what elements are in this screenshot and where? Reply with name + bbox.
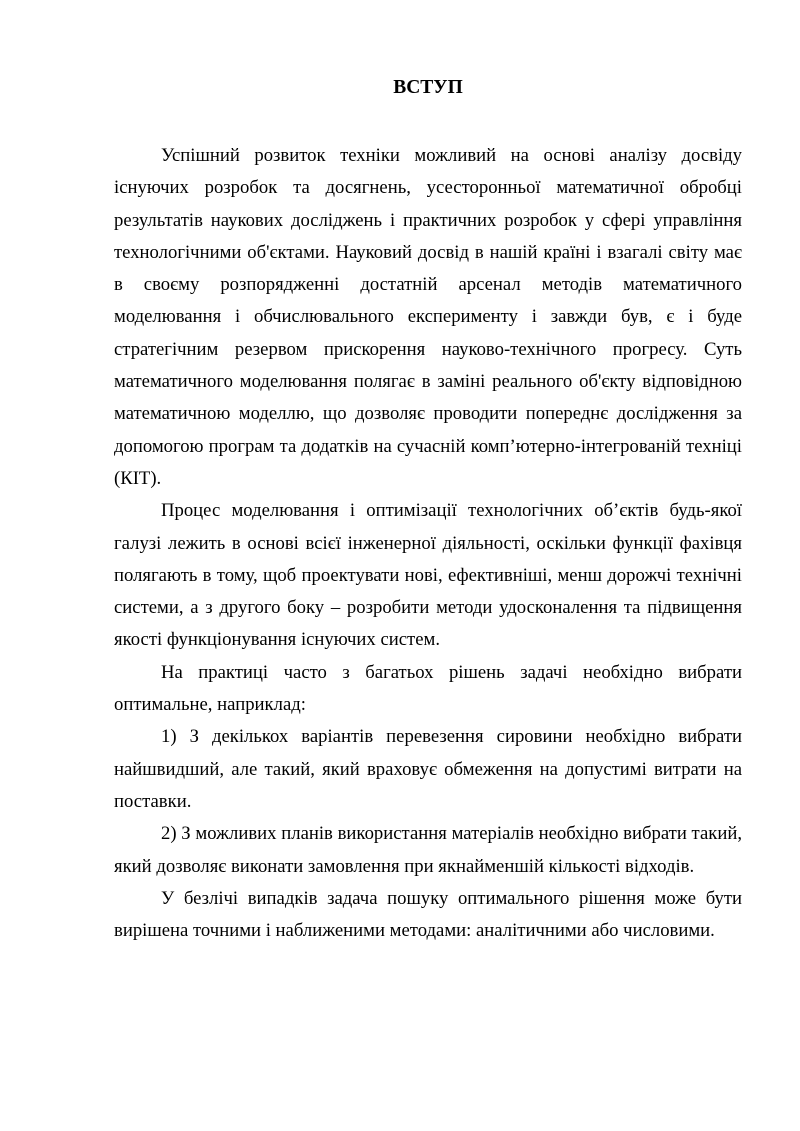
page-title: ВСТУП xyxy=(393,77,463,98)
paragraph-practice: На практиці часто з багатьох рішень задачі необхідно вибрати оптимальне, наприклад: xyxy=(114,661,742,716)
paragraph-conclusion: У безлічі випадків задача пошуку оптимального рішення може бути вирішена точними і наближеними методами: аналітичними або числовими. xyxy=(114,887,742,942)
paragraph-intro: Успішний розвиток техніки можливий на основі аналізу досвіду існуючих розробок та досягнень, усесторонньої математичної обробці результатів наукових досліджень і практичних розробок у сфері управління технологічними об'єктами. Науковий досвід в нашій країні і взагалі світу має в своєму розпорядженні достатній арсенал методів математичного моделювання і обчислювального експерименту і завжди був, є і буде стратегічним резервом прискорення науково-технічного прогресу. Суть математичного моделювання полягає в заміні реального об'єкту відповідною математичною моделлю, що дозволяє проводити попереднє дослідження за допомогою програм та додатків на сучасній комп’ютерно-інтегрованій техніці (КІТ). xyxy=(114,145,742,489)
paragraph-process: Процес моделювання і оптимізації технологічних об’єктів будь-якої галузі лежить в основі всієї інженерної діяльності, оскільки функції фахівця полягають в тому, щоб проектувати нові, ефективніші, менш дорожчі технічні системи, а з другого боку – розробити методи удосконалення та підвищення якості функціонування існуючих систем. xyxy=(114,500,742,651)
list-item-transport: 1) З декількох варіантів перевезення сировини необхідно вибрати найшвидший, але такий, який враховує обмеження на допустимі витрати на поставки. xyxy=(114,726,742,812)
document-body xyxy=(114,140,742,947)
list-item-materials: 2) З можливих планів використання матеріалів необхідно вибрати такий, який дозволяє виконати замовлення при якнайменшій кількості відходів. xyxy=(114,823,742,877)
